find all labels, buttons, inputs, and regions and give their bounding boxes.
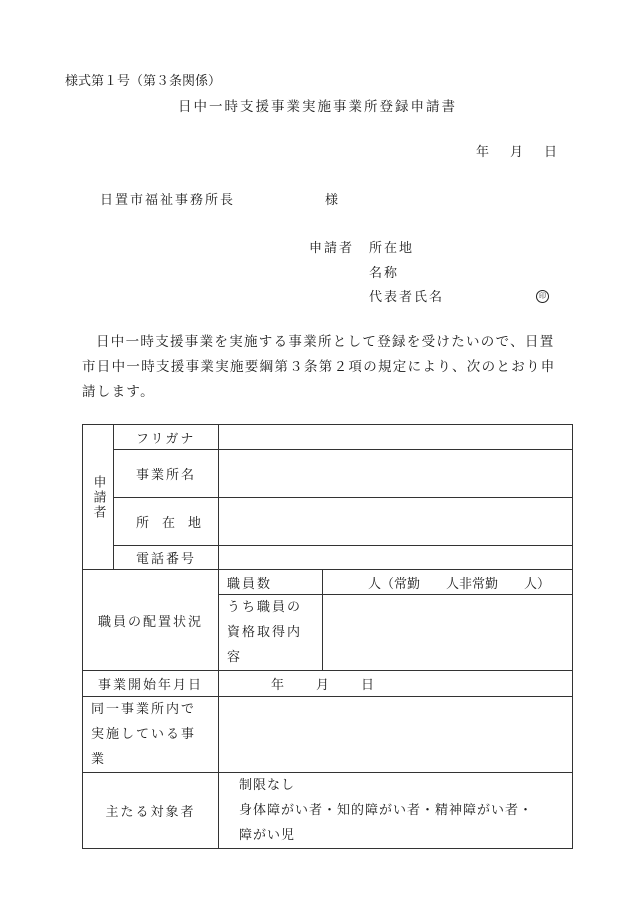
staff-count-label: 職員数 — [219, 570, 323, 595]
furigana-label: フリガナ — [114, 425, 219, 450]
applicant-group-label: 申請者 — [83, 425, 114, 570]
qualification-label: うち職員の資格取得内容 — [219, 595, 323, 671]
target-option-children[interactable]: 障がい児 — [239, 828, 296, 843]
addressee-suffix: 様 — [325, 193, 339, 208]
statement-line-3: 請します。 — [82, 384, 155, 400]
document-title: 日中一時支援事業実施事業所登録申請書 — [178, 99, 457, 115]
staffing-label: 職員の配置状況 — [83, 570, 219, 671]
start-date-field[interactable]: 年 月 日 — [219, 671, 573, 697]
date-line: 年 月 日 — [476, 145, 562, 160]
furigana-field[interactable] — [219, 425, 573, 450]
phone-field[interactable] — [219, 546, 573, 570]
addressee: 日置市福祉事務所長 — [100, 193, 236, 208]
start-date-label: 事業開始年月日 — [83, 671, 219, 697]
applicant-rep-label: 代表者氏名 — [369, 290, 445, 305]
target-label: 主たる対象者 — [83, 773, 219, 849]
applicant-label: 申請者 — [309, 241, 355, 256]
target-option-unrestricted[interactable]: 制限なし — [239, 778, 296, 793]
qualification-field[interactable] — [323, 595, 573, 671]
applicant-address-label: 所在地 — [369, 241, 415, 256]
target-option-categories[interactable]: 身体障がい者・知的障がい者・精神障がい者・ — [239, 803, 534, 818]
statement-line-2: 市日中一時支援事業実施要綱第３条第２項の規定により、次のとおり申 — [82, 359, 556, 375]
phone-label: 電話番号 — [114, 546, 219, 570]
application-statement — [82, 330, 572, 405]
applicant-name-label: 名称 — [369, 266, 400, 281]
statement-line-1: 日中一時支援事業を実施する事業所として登録を受けたいので、日置 — [96, 334, 555, 350]
office-name-label: 事業所名 — [114, 450, 219, 498]
office-address-label: 所 在 地 — [114, 498, 219, 546]
form-number: 様式第１号（第３条関係） — [65, 74, 222, 89]
staff-count-field[interactable]: 人（常勤 人非常勤 人） — [323, 570, 573, 595]
target-options[interactable] — [219, 773, 573, 849]
office-address-field[interactable] — [219, 498, 573, 546]
seal-mark-icon: 印 — [536, 287, 549, 303]
other-services-field[interactable] — [219, 697, 573, 773]
office-name-field[interactable] — [219, 450, 573, 498]
application-form-table — [82, 424, 573, 849]
other-services-label: 同一事業所内で実施している事業 — [83, 697, 219, 773]
